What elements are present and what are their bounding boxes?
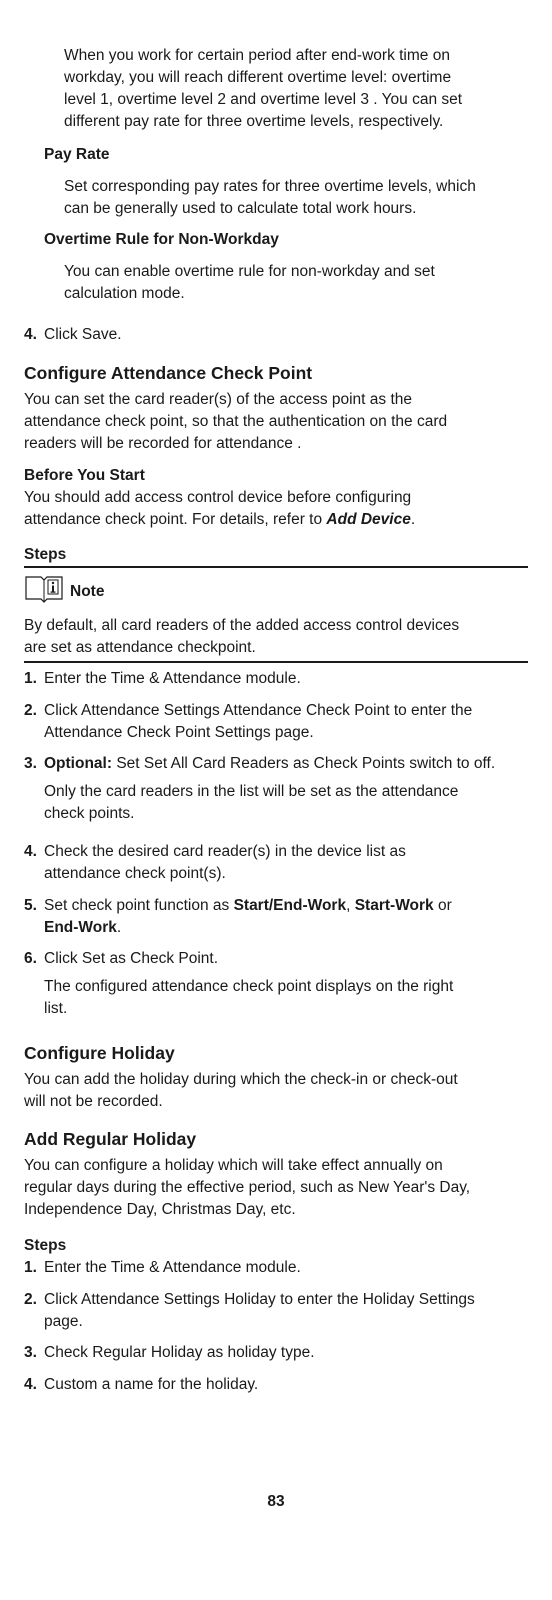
step-number: 4. [24, 326, 37, 343]
step-text: Attendance Check Point Settings page. [44, 724, 314, 741]
holiday-description [24, 1069, 528, 1113]
text-line: can be generally used to calculate total work hours. [64, 200, 417, 217]
step-text: Check Regular Holiday as holiday type. [44, 1344, 315, 1361]
step-text: Click Attendance Settings Holiday to enter the Holiday Settings [44, 1291, 475, 1308]
text-span: . [116, 919, 122, 936]
step-text [44, 917, 548, 939]
regular-holiday-heading: Add Regular Holiday [24, 1129, 197, 1149]
text-span: Set Set All Card Readers as Check Points switch to off. [112, 755, 496, 772]
checkpoint-step-3 [24, 753, 548, 775]
pay-rate-heading: Pay Rate [44, 146, 110, 163]
text-line: level 1, overtime level 2 and overtime level 3 . You can set [64, 91, 463, 108]
note-header [24, 570, 528, 606]
regular-steps-label: Steps [24, 1237, 67, 1254]
text-line: regular days during the effective period, such as New Year's Day, [24, 1179, 471, 1196]
step-number: 1. [24, 1259, 37, 1276]
text-span: or [433, 897, 452, 914]
text-line: workday, you will reach different overtime level: overtime [64, 69, 452, 86]
text-line: By default, all card readers of the added access control devices [24, 617, 460, 634]
step-number: 6. [24, 950, 37, 967]
regular-step-4 [24, 1374, 548, 1396]
step-text: Check the desired card reader(s) in the device list as [44, 843, 406, 860]
checkpoint-heading: Configure Attendance Check Point [24, 363, 313, 383]
checkpoint-step-1 [24, 668, 548, 690]
steps-label: Steps [24, 546, 67, 563]
step-text: Enter the Time & Attendance module. [44, 1259, 301, 1276]
step-number: 5. [24, 897, 37, 914]
step-text: Enter the Time & Attendance module. [44, 670, 301, 687]
text-line: different pay rate for three overtime levels, respectively. [64, 113, 444, 130]
text-line: calculation mode. [64, 285, 185, 302]
text-span: attendance check point. For details, refer to [24, 511, 327, 528]
add-device-link[interactable]: Add Device [326, 511, 411, 528]
step-number: 1. [24, 670, 37, 687]
text-line: readers will be recorded for attendance . [24, 435, 302, 452]
before-you-start-heading: Before You Start [24, 467, 145, 484]
text-line: are set as attendance checkpoint. [24, 639, 256, 656]
step-number: 2. [24, 1291, 37, 1308]
step-save [24, 324, 548, 346]
page-number: 83 [267, 1493, 285, 1510]
text-line: The configured attendance check point displays on the right [44, 978, 454, 995]
note-label: Note [70, 583, 105, 600]
checkpoint-description [24, 389, 528, 455]
text-line: attendance check point, so that the authentication on the card [24, 413, 448, 430]
end-work-term: End-Work [44, 919, 117, 936]
text-line: You should add access control device before configuring [24, 489, 412, 506]
optional-label: Optional: [44, 755, 113, 772]
step-number: 2. [24, 702, 37, 719]
step-text [44, 895, 548, 917]
text-line: Only the card readers in the list will be set as the attendance [44, 783, 459, 800]
text-span: , [346, 897, 355, 914]
checkpoint-step-5 [24, 895, 548, 939]
holiday-heading: Configure Holiday [24, 1043, 175, 1063]
checkpoint-step-6 [24, 948, 548, 970]
step-number: 4. [24, 1376, 37, 1393]
text-line: You can configure a holiday which will take effect annually on [24, 1157, 443, 1174]
step-text: page. [44, 1313, 83, 1330]
step-number: 4. [24, 843, 37, 860]
step-text: Click Set as Check Point. [44, 950, 219, 967]
text-line: When you work for certain period after end-work time on [64, 47, 450, 64]
nonworkday-heading: Overtime Rule for Non-Workday [44, 231, 279, 248]
pay-rate-paragraph [24, 176, 528, 220]
regular-step-2 [24, 1289, 548, 1333]
step-text: Custom a name for the holiday. [44, 1376, 259, 1393]
text-line: check points. [44, 805, 135, 822]
before-you-start-text [24, 487, 528, 531]
text-line: list. [44, 1000, 68, 1017]
step-text: Click Attendance Settings Attendance Check Point to enter the [44, 702, 473, 719]
text-span: Set check point function as [44, 897, 234, 914]
start-end-work-term: Start/End-Work [233, 897, 347, 914]
nonworkday-paragraph [24, 261, 528, 305]
step-number: 3. [24, 755, 37, 772]
note-top-divider [24, 566, 528, 568]
text-line: You can add the holiday during which the check-in or check-out [24, 1071, 458, 1088]
regular-holiday-description [24, 1155, 528, 1221]
step-text: Click Save. [44, 326, 122, 343]
start-work-term: Start-Work [354, 897, 434, 914]
checkpoint-step-4 [24, 841, 548, 885]
overtime-level-paragraph [24, 45, 528, 133]
checkpoint-step-2 [24, 700, 548, 744]
step-text [44, 753, 548, 775]
info-book-icon [24, 573, 64, 603]
regular-step-1 [24, 1257, 548, 1279]
text-span: . [410, 511, 416, 528]
text-line: will not be recorded. [24, 1093, 163, 1110]
text-line: You can set the card reader(s) of the access point as the [24, 391, 413, 408]
note-text [24, 615, 528, 659]
step-number: 3. [24, 1344, 37, 1361]
regular-step-3 [24, 1342, 548, 1364]
checkpoint-step-3-result [24, 781, 528, 825]
text-line: You can enable overtime rule for non-workday and set [64, 263, 435, 280]
checkpoint-step-6-result [24, 976, 528, 1020]
step-text: attendance check point(s). [44, 865, 226, 882]
text-line [24, 509, 528, 531]
text-line: Independence Day, Christmas Day, etc. [24, 1201, 296, 1218]
note-bottom-divider [24, 661, 528, 663]
text-line: Set corresponding pay rates for three overtime levels, which [64, 178, 476, 195]
